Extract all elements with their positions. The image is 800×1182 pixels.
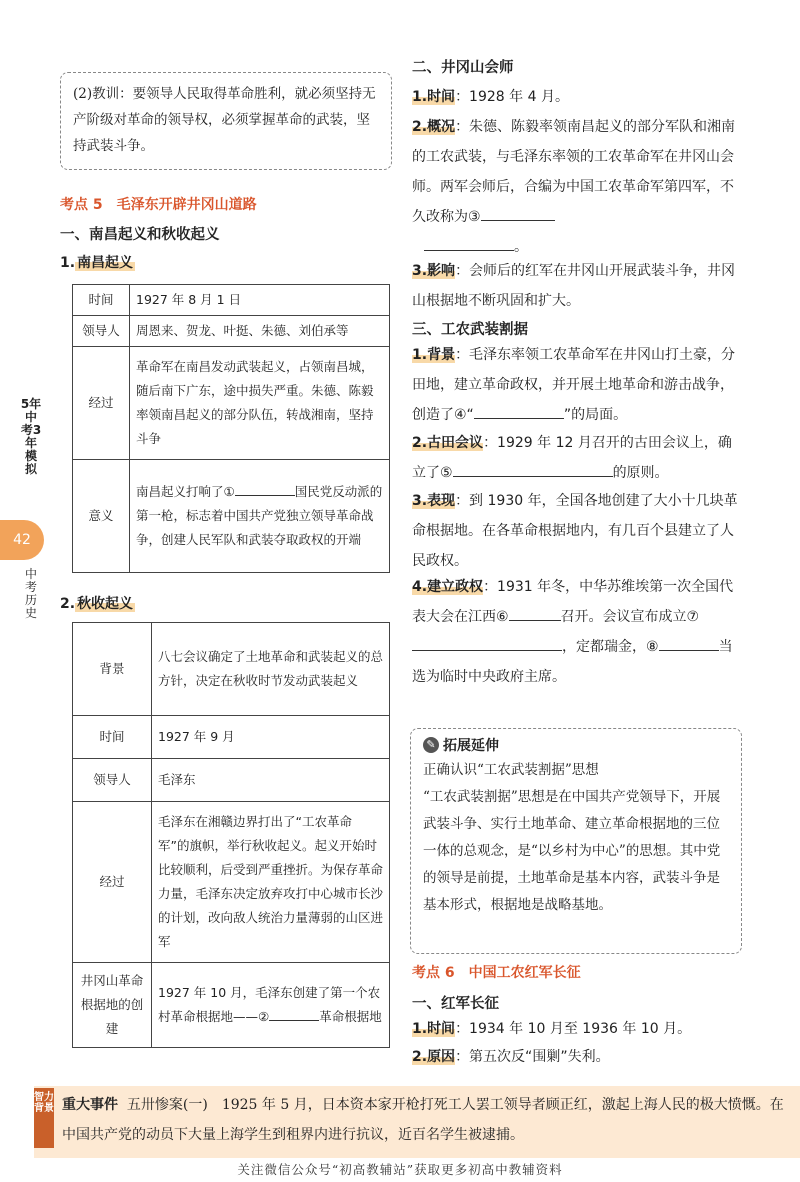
sec3-item-1: 1.背景：毛泽东率领工农革命军在井冈山打土豪，分田地，建立革命政权，并开展土地革命和游击战争，创造了④“ ”的局面。	[412, 347, 736, 423]
row-label: 经过	[73, 802, 152, 963]
table-row	[73, 963, 390, 1048]
footer-note: 关注微信公众号“初高教辅站”获取更多初高中教辅资料	[237, 1162, 563, 1177]
sec2-item-2: 2.概况：朱德、陈毅率领南昌起义的部分军队和湘南的工农武装，与毛泽东率领的工农革命军在井冈山会师。两军会师后，合编为中国工农革命军第四军，不久改称为③ 。	[412, 119, 736, 255]
nanchang-heading: 1. 南昌起义	[60, 255, 134, 271]
kd6-item-2: 2.原因：第五次反“围剿”失利。	[412, 1049, 610, 1065]
table-row	[73, 623, 390, 716]
row-label: 意义	[73, 460, 130, 573]
extension-box	[410, 728, 742, 954]
sec3-item-2: 2.古田会议：1929 年 12 月召开的古田会议上，确立了⑤ 的原则。	[412, 435, 732, 481]
row-value: 毛泽东	[152, 759, 390, 802]
row-label: 领导人	[73, 316, 130, 347]
pencil-icon: ✎	[423, 737, 439, 753]
qiushou-heading: 2. 秋收起义	[60, 596, 134, 612]
answer-blank-6[interactable]	[509, 620, 561, 621]
answer-blank-8[interactable]	[659, 650, 719, 651]
banner-text: 重大事件 五卅惨案(一) 1925 年 5 月，日本资本家开枪打死工人罢工领导者顾正红，激起上海人民的极大愤慨。在中国共产党的动员下大量上海学生到租界内进行抗议，近百名学生被逮捕。	[62, 1097, 784, 1143]
table-row	[73, 316, 390, 347]
kd5-title: 考点 5 毛泽东开辟井冈山道路	[60, 197, 257, 213]
banner-tag: 智力背景	[34, 1088, 54, 1148]
row-label: 背景	[73, 623, 152, 716]
extension-title: ✎ 拓展延伸	[423, 735, 729, 755]
extension-text: “工农武装割据”思想是在中国共产党领导下，开展武装斗争、实行土地革命、建立革命根据地的三位一体的总观念，是“以乡村为中心”的思想。其中党的领导是前提，土地革命是基本内容，武装斗争是基本形式，根据地是战略基地。	[423, 789, 721, 913]
kd5-sec2-title: 二、井冈山会师	[412, 60, 514, 76]
kd6-title: 考点 6 中国工农红军长征	[412, 965, 581, 981]
row-value: 1927 年 9 月	[152, 716, 390, 759]
kd5-sec3-title: 三、工农武装割据	[412, 322, 528, 338]
qiushou-table	[72, 622, 390, 1048]
lesson-box: (2)教训：要领导人民取得革命胜利，就必须坚持无产阶级对革命的领导权，必须掌握革命的武装，坚持武装斗争。	[60, 72, 392, 170]
row-label: 经过	[73, 347, 130, 460]
answer-blank-3b[interactable]	[424, 250, 514, 251]
table-row	[73, 802, 390, 963]
answer-blank-5[interactable]	[453, 476, 613, 477]
answer-blank-7[interactable]	[412, 650, 562, 651]
kd6-item-1: 1.时间：1934 年 10 月至 1936 年 10 月。	[412, 1021, 692, 1037]
subject-label: 中考历史	[24, 567, 37, 620]
sec2-item-1: 1.时间：1928 年 4 月。	[412, 89, 569, 105]
page-number: 42	[0, 520, 44, 560]
row-value: 1927 年 10 月，毛泽东创建了第一个农村革命根据地——② 革命根据地	[152, 963, 390, 1048]
nanchang-table	[72, 284, 390, 573]
row-label: 领导人	[73, 759, 152, 802]
row-value: 南昌起义打响了① 国民党反动派的第一枪，标志着中国共产党独立领导革命战争，创建人民军队和武装夺取政权的开端	[130, 460, 390, 573]
row-label: 时间	[73, 716, 152, 759]
sec2-item-3: 3.影响：会师后的红军在井冈山开展武装斗争，井冈山根据地不断巩固和扩大。	[412, 263, 736, 309]
row-value: 八七会议确定了土地革命和武装起义的总方针，决定在秋收时节发动武装起义	[152, 623, 390, 716]
answer-blank-3a[interactable]	[481, 220, 555, 221]
table-row	[73, 716, 390, 759]
row-value: 毛泽东在湘赣边界打出了“工农革命军”的旗帜，举行秋收起义。起义开始时比较顺利，后受到严重挫折。为保存革命力量，毛泽东决定放弃攻打中心城市长沙的计划，改向敌人统治力量薄弱的山区进军	[152, 802, 390, 963]
answer-blank-4[interactable]	[474, 418, 564, 419]
row-value: 周恩来、贺龙、叶挺、朱德、刘伯承等	[130, 316, 390, 347]
table-row	[73, 285, 390, 316]
kd6-sec1-title: 一、红军长征	[412, 996, 499, 1012]
banner-title: 重大事件	[62, 1097, 118, 1113]
table-row	[73, 759, 390, 802]
row-value: 1927 年 8 月 1 日	[130, 285, 390, 316]
kd5-sec1-title: 一、南昌起义和秋收起义	[60, 227, 220, 243]
extension-subtitle: 正确认识“工农武装割据”思想	[423, 762, 599, 778]
row-value: 革命军在南昌发动武装起义，占领南昌城，随后南下广东，途中损失严重。朱德、陈毅率领南昌起义的部分队伍，转战湘南，坚持斗争	[130, 347, 390, 460]
row-label: 时间	[73, 285, 130, 316]
book-title: 5年中考3年模拟	[20, 397, 42, 476]
table-row	[73, 347, 390, 460]
table-row	[73, 460, 390, 573]
answer-blank-1[interactable]	[235, 495, 295, 496]
row-label: 井冈山革命根据地的创建	[73, 963, 152, 1048]
sec3-item-4: 4.建立政权：1931 年冬，中华苏维埃第一次全国代表大会在江西⑥ 召开。会议宣布成立⑦，定都瑞金，⑧ 当选为临时中央政府主席。	[412, 579, 734, 685]
answer-blank-2[interactable]	[269, 1020, 319, 1021]
sec3-item-3: 3.表现：到 1930 年，全国各地创建了大小十几块革命根据地。在各革命根据地内，有几百个县建立了人民政权。	[412, 493, 738, 569]
